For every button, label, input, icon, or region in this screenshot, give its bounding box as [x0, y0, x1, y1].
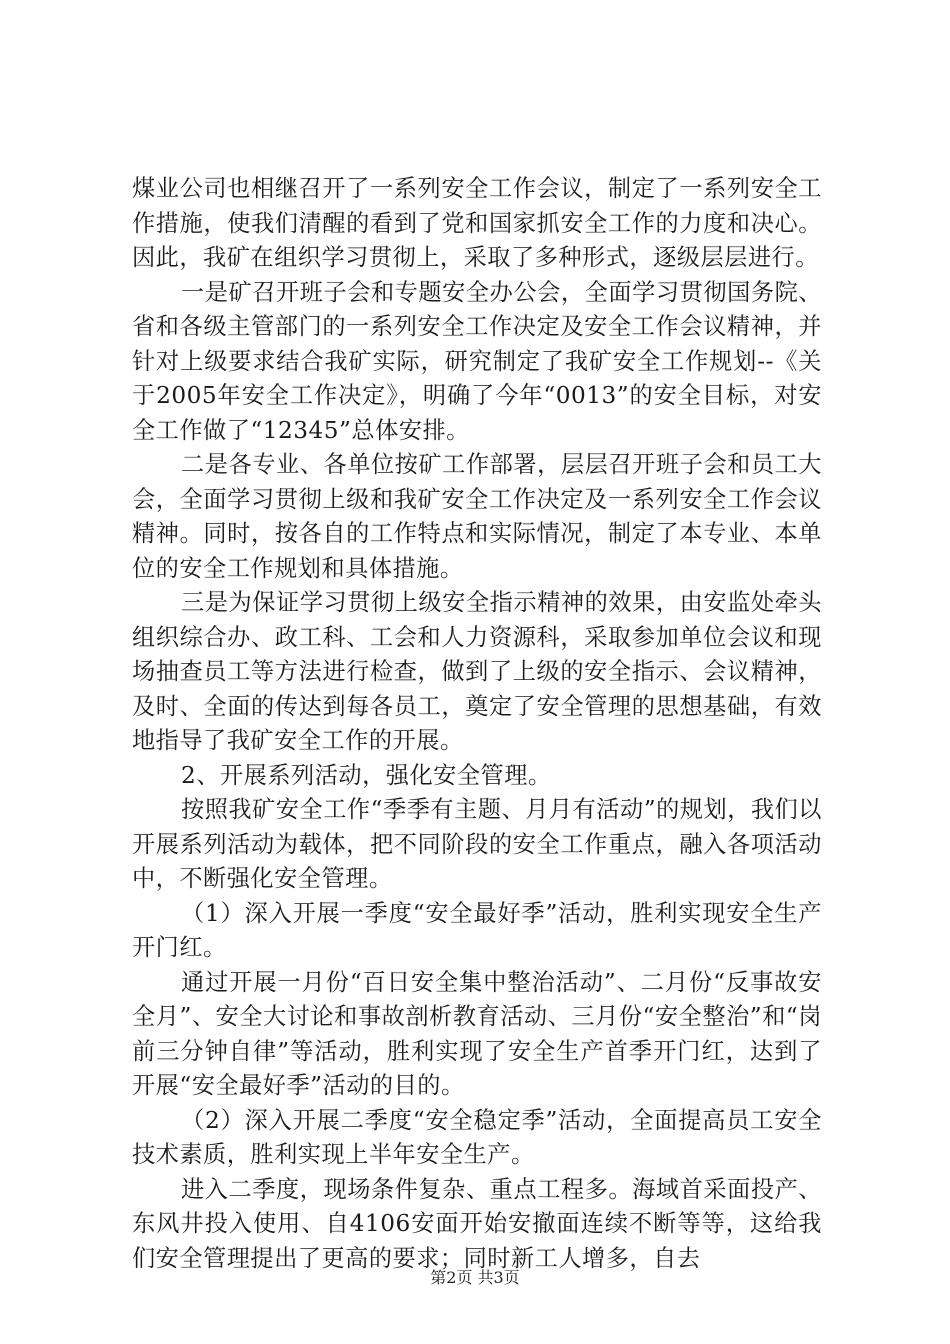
paragraph-2: 一是矿召开班子会和专题安全办公会，全面学习贯彻国务院、省和各级主管部门的一系列安全工作决定及安全工作会议精神，并针对上级要求结合我矿实际，研究制定了我矿安全工作规划--《关于2005年安全工作决定》，明确了今年“0013”的安全目标，对安全工作做了“12345”总体安排。: [132, 278, 822, 444]
document-body: [132, 172, 822, 1276]
paragraph-7: 进入二季度，现场条件复杂、重点工程多。海域首采面投产、东风井投入使用、自4106安面开始安撤面连续不断等等，这给我们安全管理提出了更高的要求；同时新工人增多，自去: [132, 1175, 822, 1272]
paragraph-1: 煤业公司也相继召开了一系列安全工作会议，制定了一系列安全工作措施，使我们清醒的看到了党和国家抓安全工作的力度和决心。因此，我矿在组织学习贯彻上，采取了多种形式，逐级层层进行。: [132, 175, 822, 271]
paragraph-4: 三是为保证学习贯彻上级安全指示精神的效果，由安监处牵头组织综合办、政工科、工会和人力资源科，采取参加单位会议和现场抽查员工等方法进行检查，做到了上级的安全指示、会议精神，及时、全面的传达到每各员工，奠定了安全管理的思想基础，有效地指导了我矿安全工作的开展。: [132, 589, 822, 754]
page-number-footer: 第2页 共3页: [430, 1268, 520, 1287]
paragraph-5: 按照我矿安全工作“季季有主题、月月有活动”的规划，我们以开展系列活动为载体，把不同阶段的安全工作重点，融入各项活动中，不断强化安全管理。: [132, 796, 822, 892]
paragraph-6: 通过开展一月份“百日安全集中整治活动”、二月份“反事故安全月”、安全大讨论和事故剖析教育活动、三月份“安全整治”和“岗前三分钟自律”等活动，胜利实现了安全生产首季开门红，达到了开展“安全最好季”活动的目的。: [132, 968, 822, 1099]
subheading-2: （2）深入开展二季度“安全稳定季”活动，全面提高员工安全技术素质，胜利实现上半年安全生产。: [132, 1106, 822, 1168]
section-heading-2: 2、开展系列活动，强化安全管理。: [181, 761, 552, 789]
subheading-1: （1）深入开展一季度“安全最好季”活动，胜利实现安全生产开门红。: [132, 899, 822, 961]
paragraph-3: 二是各专业、各单位按矿工作部署，层层召开班子会和员工大会，全面学习贯彻上级和我矿安全工作决定及一系列安全工作会议精神。同时，按各自的工作特点和实际情况，制定了本专业、本单位的安全工作规划和具体措施。: [132, 451, 822, 582]
